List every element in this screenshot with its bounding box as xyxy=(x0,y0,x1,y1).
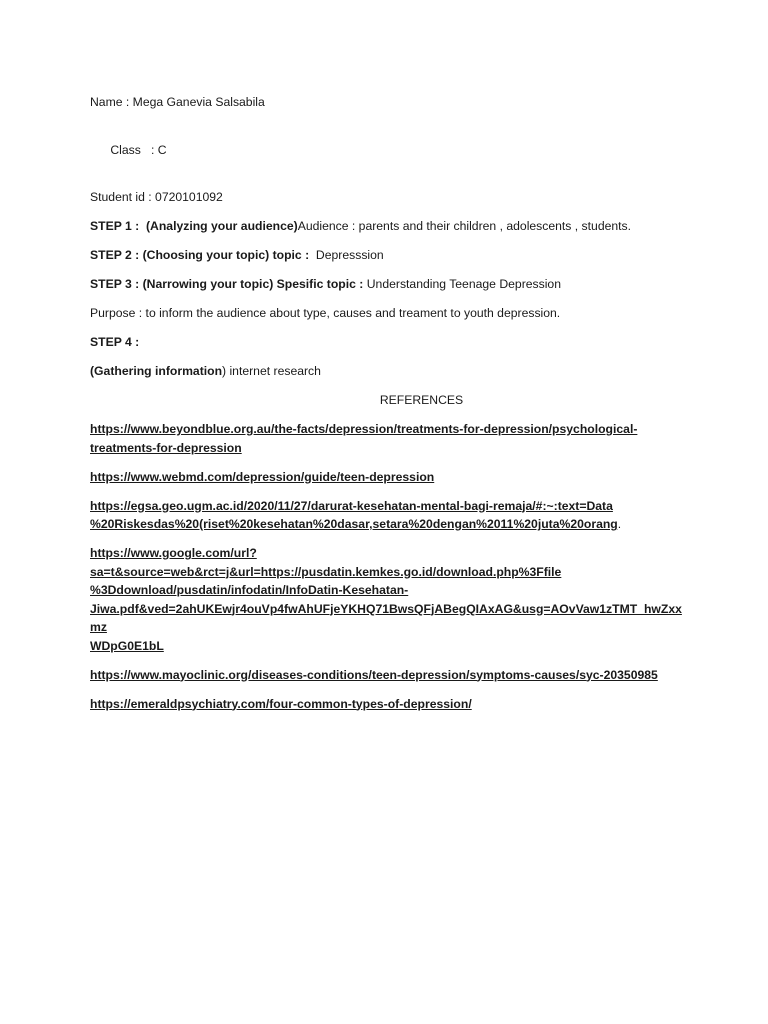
step2-text: Depresssion xyxy=(312,248,384,262)
gathering-label: (Gathering information xyxy=(90,364,223,378)
step1-line xyxy=(90,217,690,236)
reference-link-line: https://www.mayoclinic.org/diseases-conditions/teen-depression/symptoms-causes/syc-20350985 xyxy=(90,667,658,682)
name-line xyxy=(90,93,690,112)
name-value: Mega Ganevia Salsabila xyxy=(132,95,265,109)
reference-link-line: %3Ddownload/pusdatin/infodatin/InfoDatin-Kesehatan- xyxy=(90,583,409,597)
reference-link[interactable] xyxy=(90,668,658,682)
reference-link[interactable] xyxy=(90,546,682,653)
reference-link-line: https://egsa.geo.ugm.ac.id/2020/11/27/darurat-kesehatan-mental-bagi-remaja/#:~:text=Data xyxy=(90,498,613,513)
step3-text: Understanding Teenage Depression xyxy=(366,277,561,291)
reference-trailing-period: . xyxy=(617,517,622,531)
student-id-value: 0720101092 xyxy=(155,190,223,204)
reference-link-line: https://www.google.com/url? xyxy=(90,546,257,560)
name-label: Name : xyxy=(90,95,133,109)
reference-item xyxy=(90,497,690,534)
reference-item xyxy=(90,420,690,457)
class-line xyxy=(90,122,690,178)
reference-item xyxy=(90,468,690,487)
references-heading: REFERENCES xyxy=(379,393,464,407)
step3-label: STEP 3 : (Narrowing your topic) Spesific topic : xyxy=(90,277,367,291)
reference-link-line: treatments-for-depression xyxy=(90,440,242,455)
reference-link-line: WDpG0E1bL xyxy=(90,638,164,653)
step4-line: STEP 4 : xyxy=(90,335,140,349)
step1-label: STEP 1 : (Analyzing your audience) xyxy=(90,219,298,233)
reference-link[interactable] xyxy=(90,470,434,484)
reference-link-line: Jiwa.pdf&ved=2ahUKEwjr4ouVp4fwAhUFjeYKHQ71BwsQFjABegQIAxAG&usg=AOvVaw1zTMT_hwZxxmz xyxy=(90,601,682,634)
class-value: C xyxy=(157,142,167,157)
student-id-label: Student id : xyxy=(90,190,156,204)
gathering-text: ) internet research xyxy=(222,364,321,378)
step3-line xyxy=(90,275,690,294)
step2-label: STEP 2 : (Choosing your topic) topic : xyxy=(90,248,313,262)
reference-link-line: %20Riskesdas%20(riset%20kesehatan%20dasar,setara%20dengan%2011%20juta%20orang xyxy=(90,517,618,531)
reference-link[interactable] xyxy=(90,422,637,455)
reference-link-line: https://www.webmd.com/depression/guide/teen-depression xyxy=(90,469,435,484)
reference-item xyxy=(90,544,690,655)
reference-item xyxy=(90,666,690,685)
gathering-line xyxy=(90,362,690,381)
reference-item xyxy=(90,695,690,714)
document-body xyxy=(90,93,690,724)
reference-link[interactable] xyxy=(90,499,618,532)
reference-link-line: sa=t&source=web&rct=j&url=https://pusdatin.kemkes.go.id/download.php%3Ffile xyxy=(90,564,562,579)
reference-link-line: https://www.beyondblue.org.au/the-facts/depression/treatments-for-depression/psychological- xyxy=(90,422,638,436)
step2-line xyxy=(90,246,690,265)
step1-text: Audience : parents and their children , adolescents , students. xyxy=(297,219,632,233)
purpose-line: Purpose : to inform the audience about type, causes and treament to youth depression. xyxy=(90,306,561,320)
reference-link[interactable] xyxy=(90,697,472,711)
class-label: Class : xyxy=(110,142,158,157)
student-id-line xyxy=(90,188,690,207)
reference-link-line: https://emeraldpsychiatry.com/four-common-types-of-depression/ xyxy=(90,696,472,711)
